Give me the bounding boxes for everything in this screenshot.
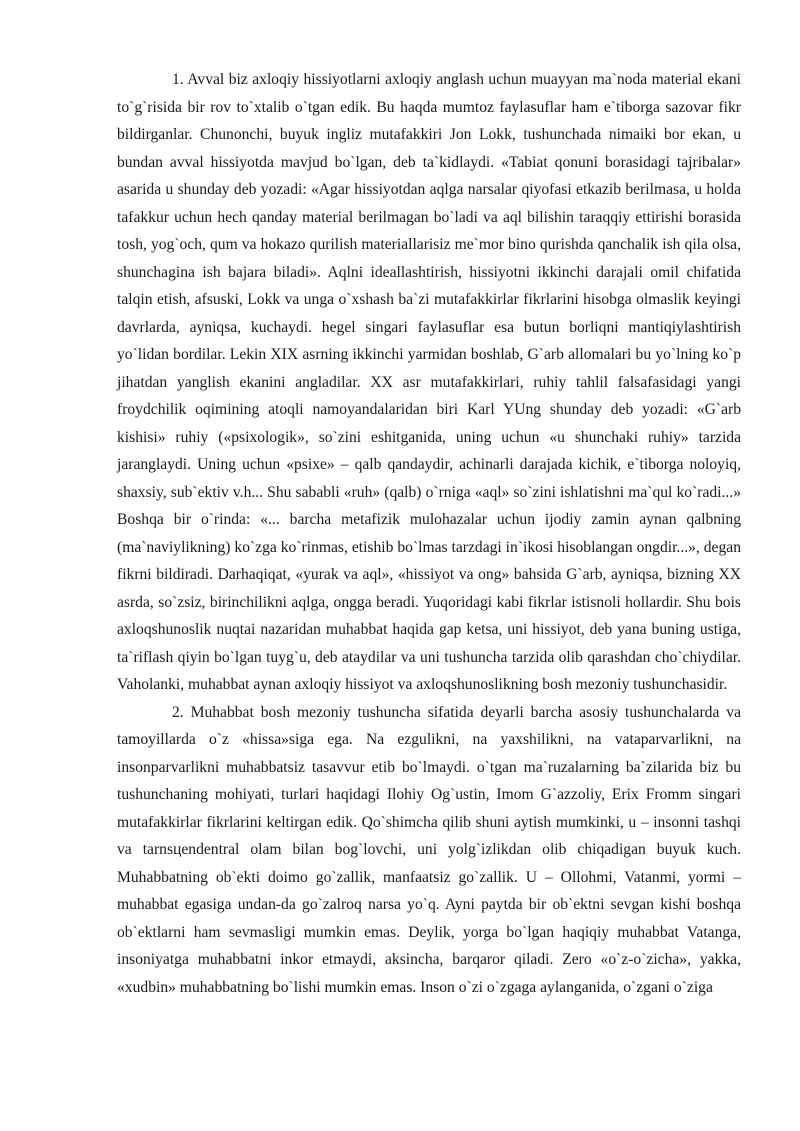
paragraph-2: 2. Muhabbat bosh mezoniy tushuncha sifatida deyarli barcha asosiy tushunchalarda va tamoyillarda o`z «hissa»siga ega. Na ezgulikni, na yaxshilikni, na vataparvarlikni, na insonparvarlikni muhabbatsiz tasavvur etib bo`lmaydi. o`tgan ma`ruzalarning ba`zilarida biz bu tushunchaning mohiyati, turlari haqidagi Ilohiy Og`ustin, Imom G`azzoliy, Erix Fromm singari mutafakkirlar fikrlarini keltirgan edik. Qo`shimcha qilib shuni aytish mumkinki, u – insonni tashqi va tarnsцendentral olam bilan bog`lovchi, uni yolg`izlikdan olib chiqadigan buyuk kuch. Muhabbatning ob`ekti doimo go`zallik, manfaatsiz go`zallik. U – Ollohmi, Vatanmi, yormi – muhabbat egasiga undan-da go`zalroq narsa yo`q. Ayni paytda bir ob`ektni sevgan kishi boshqa ob`ektlarni ham sevmasligi mumkin emas. Deylik, yorga bo`lgan haqiqiy muhabbat Vatanga, insoniyatga muhabbatni inkor etmaydi, aksincha, barqaror qiladi. Zero «o`z-o`zicha», yakka, «xudbin» muhabbatning bo`lishi mumkin emas. Inson o`zi o`zgaga aylanganida, o`zgani o`ziga [117, 703, 741, 996]
document-body [117, 66, 741, 1001]
paragraph-1: 1. Avval biz axloqiy hissiyotlarni axloqiy anglash uchun muayyan ma`noda material ekani to`g`risida bir rov to`xtalib o`tgan edik. Bu haqda mumtoz faylasuflar ham e`tiborga sazovar fikr bildirganlar. Chunonchi, buyuk ingliz mutafakkiri Jon Lokk, tushunchada nimaiki bor ekan, u bundan avval hissiyotda mavjud bo`lgan, deb ta`kidlaydi. «Tabiat qonuni borasidagi tajribalar» asarida u shunday deb yozadi: «Agar hissiyotdan aqlga narsalar qiyofasi etkazib berilmasa, u holda tafakkur uchun hech qanday material berilmagan bo`ladi va aql bilishin taraqqiy ettirishi borasida tosh, yog`och, qum va hokazo qurilish materiallarisiz me`mor bino qurishda qanchalik ish qila olsa, shunchagina ish bajara biladi». Aqlni ideallashtirish, hissiyotni ikkinchi darajali omil chifatida talqin etish, afsuski, Lokk va unga o`xshash ba`zi mutafakkirlar fikrlarini hisobga olmaslik keyingi davrlarda, ayniqsa, kuchaydi. hegel singari faylasuflar esa butun borliqni mantiqiylashtirish yo`lidan bordilar. Lekin XIX asrning ikkinchi yarmidan boshlab, G`arb allomalari bu yo`lning ko`p jihatdan yanglish ekanini angladilar. XX asr mutafakkirlari, ruhiy tahlil falsafasidagi yangi froydchilik oqimining atoqli namoyandalaridan biri Karl YUng shunday deb yozadi: «G`arb kishisi» ruhiy («psixologik», so`zini eshitganida, uning uchun «u shunchaki ruhiy» tarzida jaranglaydi. Uning uchun «psixe» – qalb qandaydir, achinarli darajada kichik, e`tiborga noloyiq, shaxsiy, sub`ektiv v.h... Shu sababli «ruh» (qalb) o`rniga «aql» so`zini ishlatishni ma`qul ko`radi...» Boshqa bir o`rinda: «... barcha metafizik mulohazalar uchun ijodiy zamin aynan qalbning (ma`naviylikning) ko`zga ko`rinmas, etishib bo`lmas tarzdagi in`ikosi hisoblangan ongdir...», degan fikrni bildiradi. Darhaqiqat, «yurak va aql», «hissiyot va ong» bahsida G`arb, ayniqsa, bizning XX asrda, so`zsiz, birinchilikni aqlga, ongga beradi. Yuqoridagi kabi fikrlar istisnoli hollardir. Shu bois axloqshunoslik nuqtai nazaridan muhabbat haqida gap ketsa, uni hissiyot, deb yana buning ustiga, ta`riflash qiyin bo`lgan tuyg`u, deb ataydilar va uni tushuncha tarzida olib qarashdan cho`chiydilar. Vaholanki, muhabbat aynan axloqiy hissiyot va axloqshunoslikning bosh mezoniy tushunchasidir. [117, 71, 741, 693]
